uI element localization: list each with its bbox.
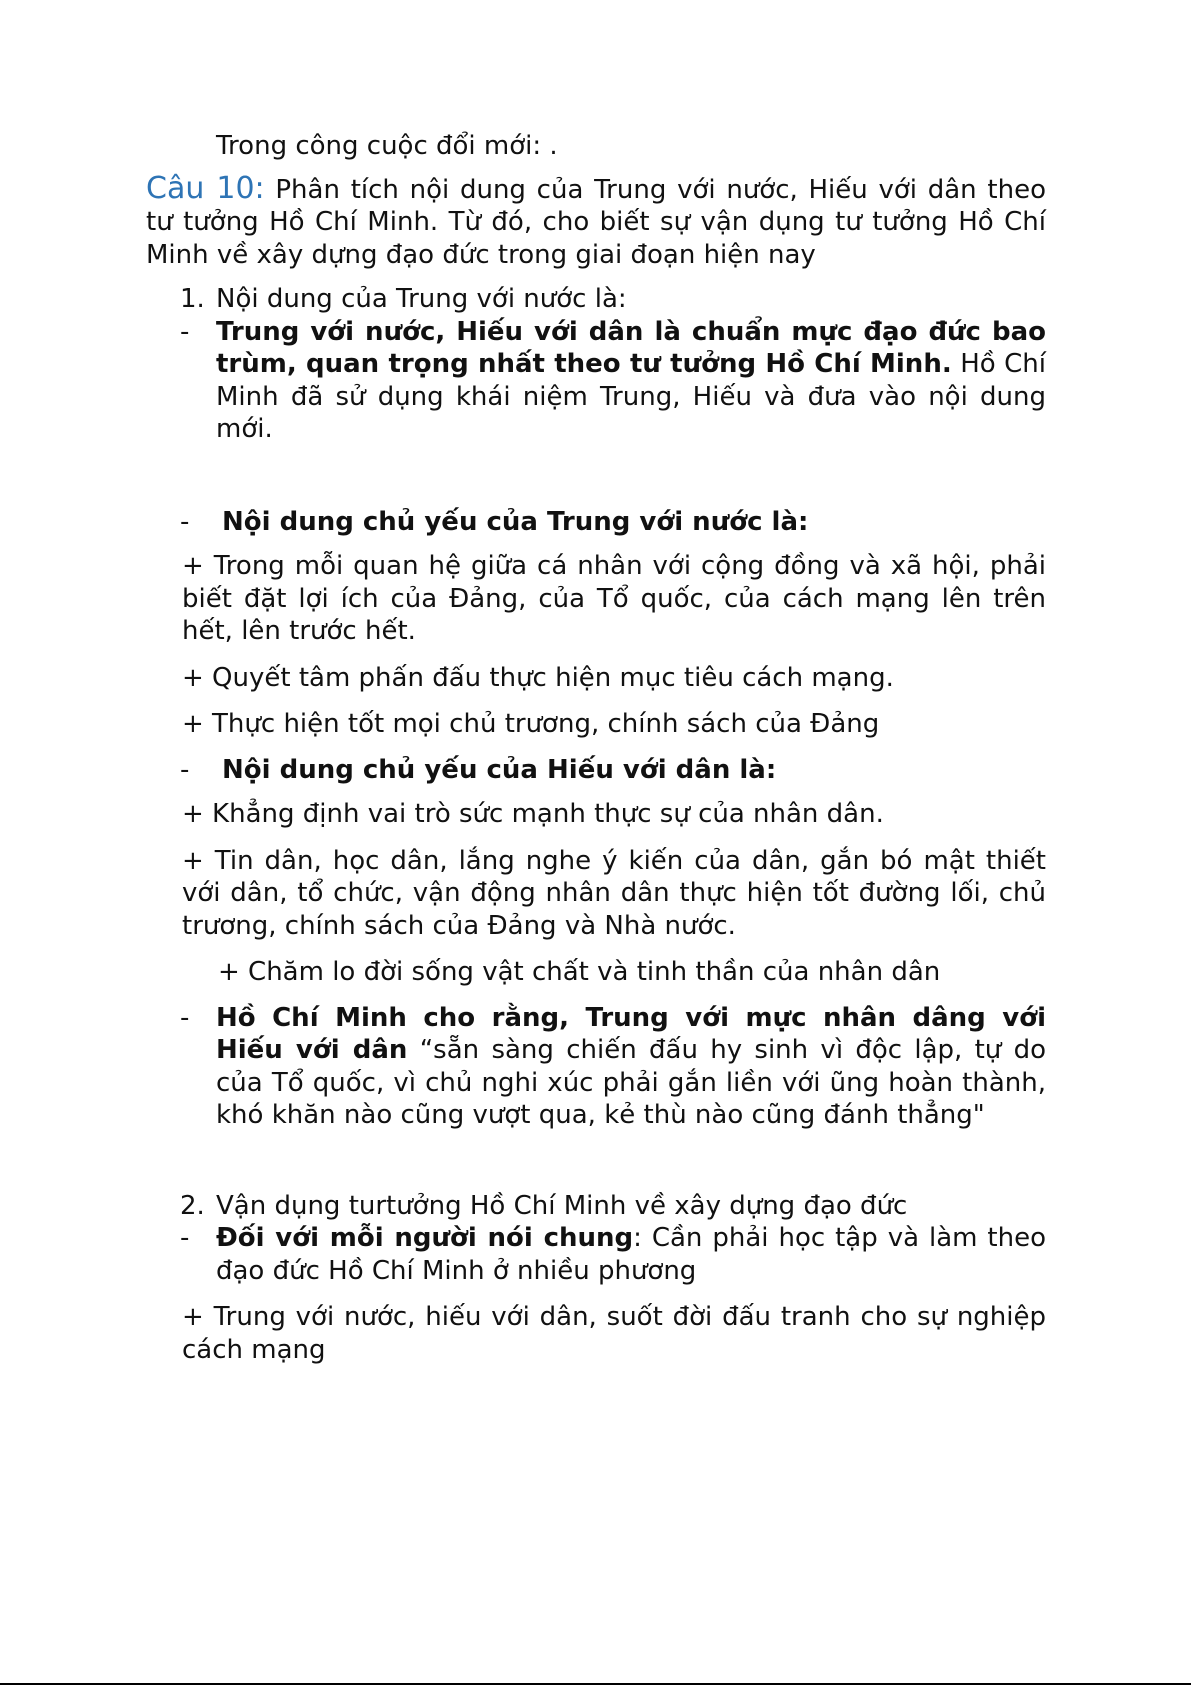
bullet-dash: - [180, 754, 190, 785]
bullet-bold-text: Nội dung chủ yếu của Trung với nước là: [222, 506, 809, 537]
bullet-bold-text: Hồ Chí Minh cho rằng, Trung với mực nhân dâng với Hiếu với dân [216, 1002, 1046, 1065]
bullet-dash: - [180, 316, 190, 347]
bullet-text: : Cần phải học tập và làm theo đạo đức Hồ Chí Minh ở nhiều phương [216, 1223, 1046, 1286]
bullet-hieu-heading [146, 754, 1046, 787]
hieu-point-1: + Khẳng định vai trò sức mạnh thực sự của nhân dân. [182, 799, 884, 829]
question-paragraph [146, 170, 1046, 272]
section-2-point: + Trung với nước, hiếu với dân, suốt đời đấu tranh cho sự nghiệp cách mạng [182, 1302, 1046, 1365]
bullet-dash: - [180, 1002, 190, 1033]
intro-line: Trong công cuộc đổi mới: . [216, 131, 558, 161]
bullet-text: “sẵn sàng chiến đấu hy sinh vì độc lập, tự do của Tổ quốc, vì chủ nghi xúc phải gắn liền với ũng hoàn thành, khó khăn nào cũng vượt qua, kẻ thù nào cũng đánh thẳng" [216, 1035, 1046, 1130]
section-1-title: Nội dung của Trung với nước là: [216, 284, 627, 314]
bullet-bold-text: Đối với mỗi người nói chung [216, 1223, 634, 1253]
section-2-number: 2. [180, 1190, 205, 1221]
section-1-heading [146, 283, 1046, 316]
trung-point-3: + Thực hiện tốt mọi chủ trương, chính sách của Đảng [182, 709, 880, 739]
question-label: Câu 10: [146, 170, 265, 206]
bullet-bold-text: Nội dung chủ yếu của Hiếu với dân là: [222, 754, 777, 785]
bullet-dash: - [180, 1223, 190, 1253]
hieu-point-2: + Tin dân, học dân, lắng nghe ý kiến của dân, gắn bó mật thiết với dân, tổ chức, vận động nhân dân thực hiện tốt đường lối, chủ trương, chính sách của Đảng và Nhà nước. [182, 845, 1046, 941]
bullet-trung-heading [146, 506, 1046, 539]
bullet-dash: - [180, 506, 190, 537]
bullet-ho-chi-minh-cho-rang [146, 1002, 1046, 1132]
section-2-title: Vận dụng turtưởng Hồ Chí Minh về xây dựng đạo đức [216, 1190, 908, 1221]
trung-point-2: + Quyết tâm phấn đấu thực hiện mục tiêu cách mạng. [182, 662, 894, 693]
bullet-text: Hồ Chí Minh đã sử dụng khái niệm Trung, Hiếu và đưa vào nội dung mới. [216, 349, 1047, 444]
section-1-number: 1. [180, 284, 205, 314]
hieu-point-3: + Chăm lo đời sống vật chất và tinh thần của nhân dân [218, 957, 941, 987]
trung-point-1: + Trong mỗi quan hệ giữa cá nhân với cộng đồng và xã hội, phải biết đặt lợi ích của Đảng, của Tổ quốc, của cách mạng lên trên hết, lên trước hết. [182, 551, 1046, 646]
document-page [146, 130, 1046, 1366]
bullet-trung-hieu-chuan-muc [146, 316, 1046, 446]
section-2-heading [146, 1190, 1046, 1223]
bullet-bold-text: Trung với nước, Hiếu với dân là chuẩn mực đạo đức bao trùm, quan trọng nhất theo tư tưởng Hồ Chí Minh. [216, 316, 1046, 379]
question-text: Phân tích nội dung của Trung với nước, Hiếu với dân theo tư tưởng Hồ Chí Minh. Từ đó, cho biết sự vận dụng tư tưởng Hồ Chí Minh về xây dựng đạo đức trong giai đoạn hiện nay [146, 174, 1046, 270]
bullet-doi-voi-moi-nguoi [146, 1222, 1046, 1287]
